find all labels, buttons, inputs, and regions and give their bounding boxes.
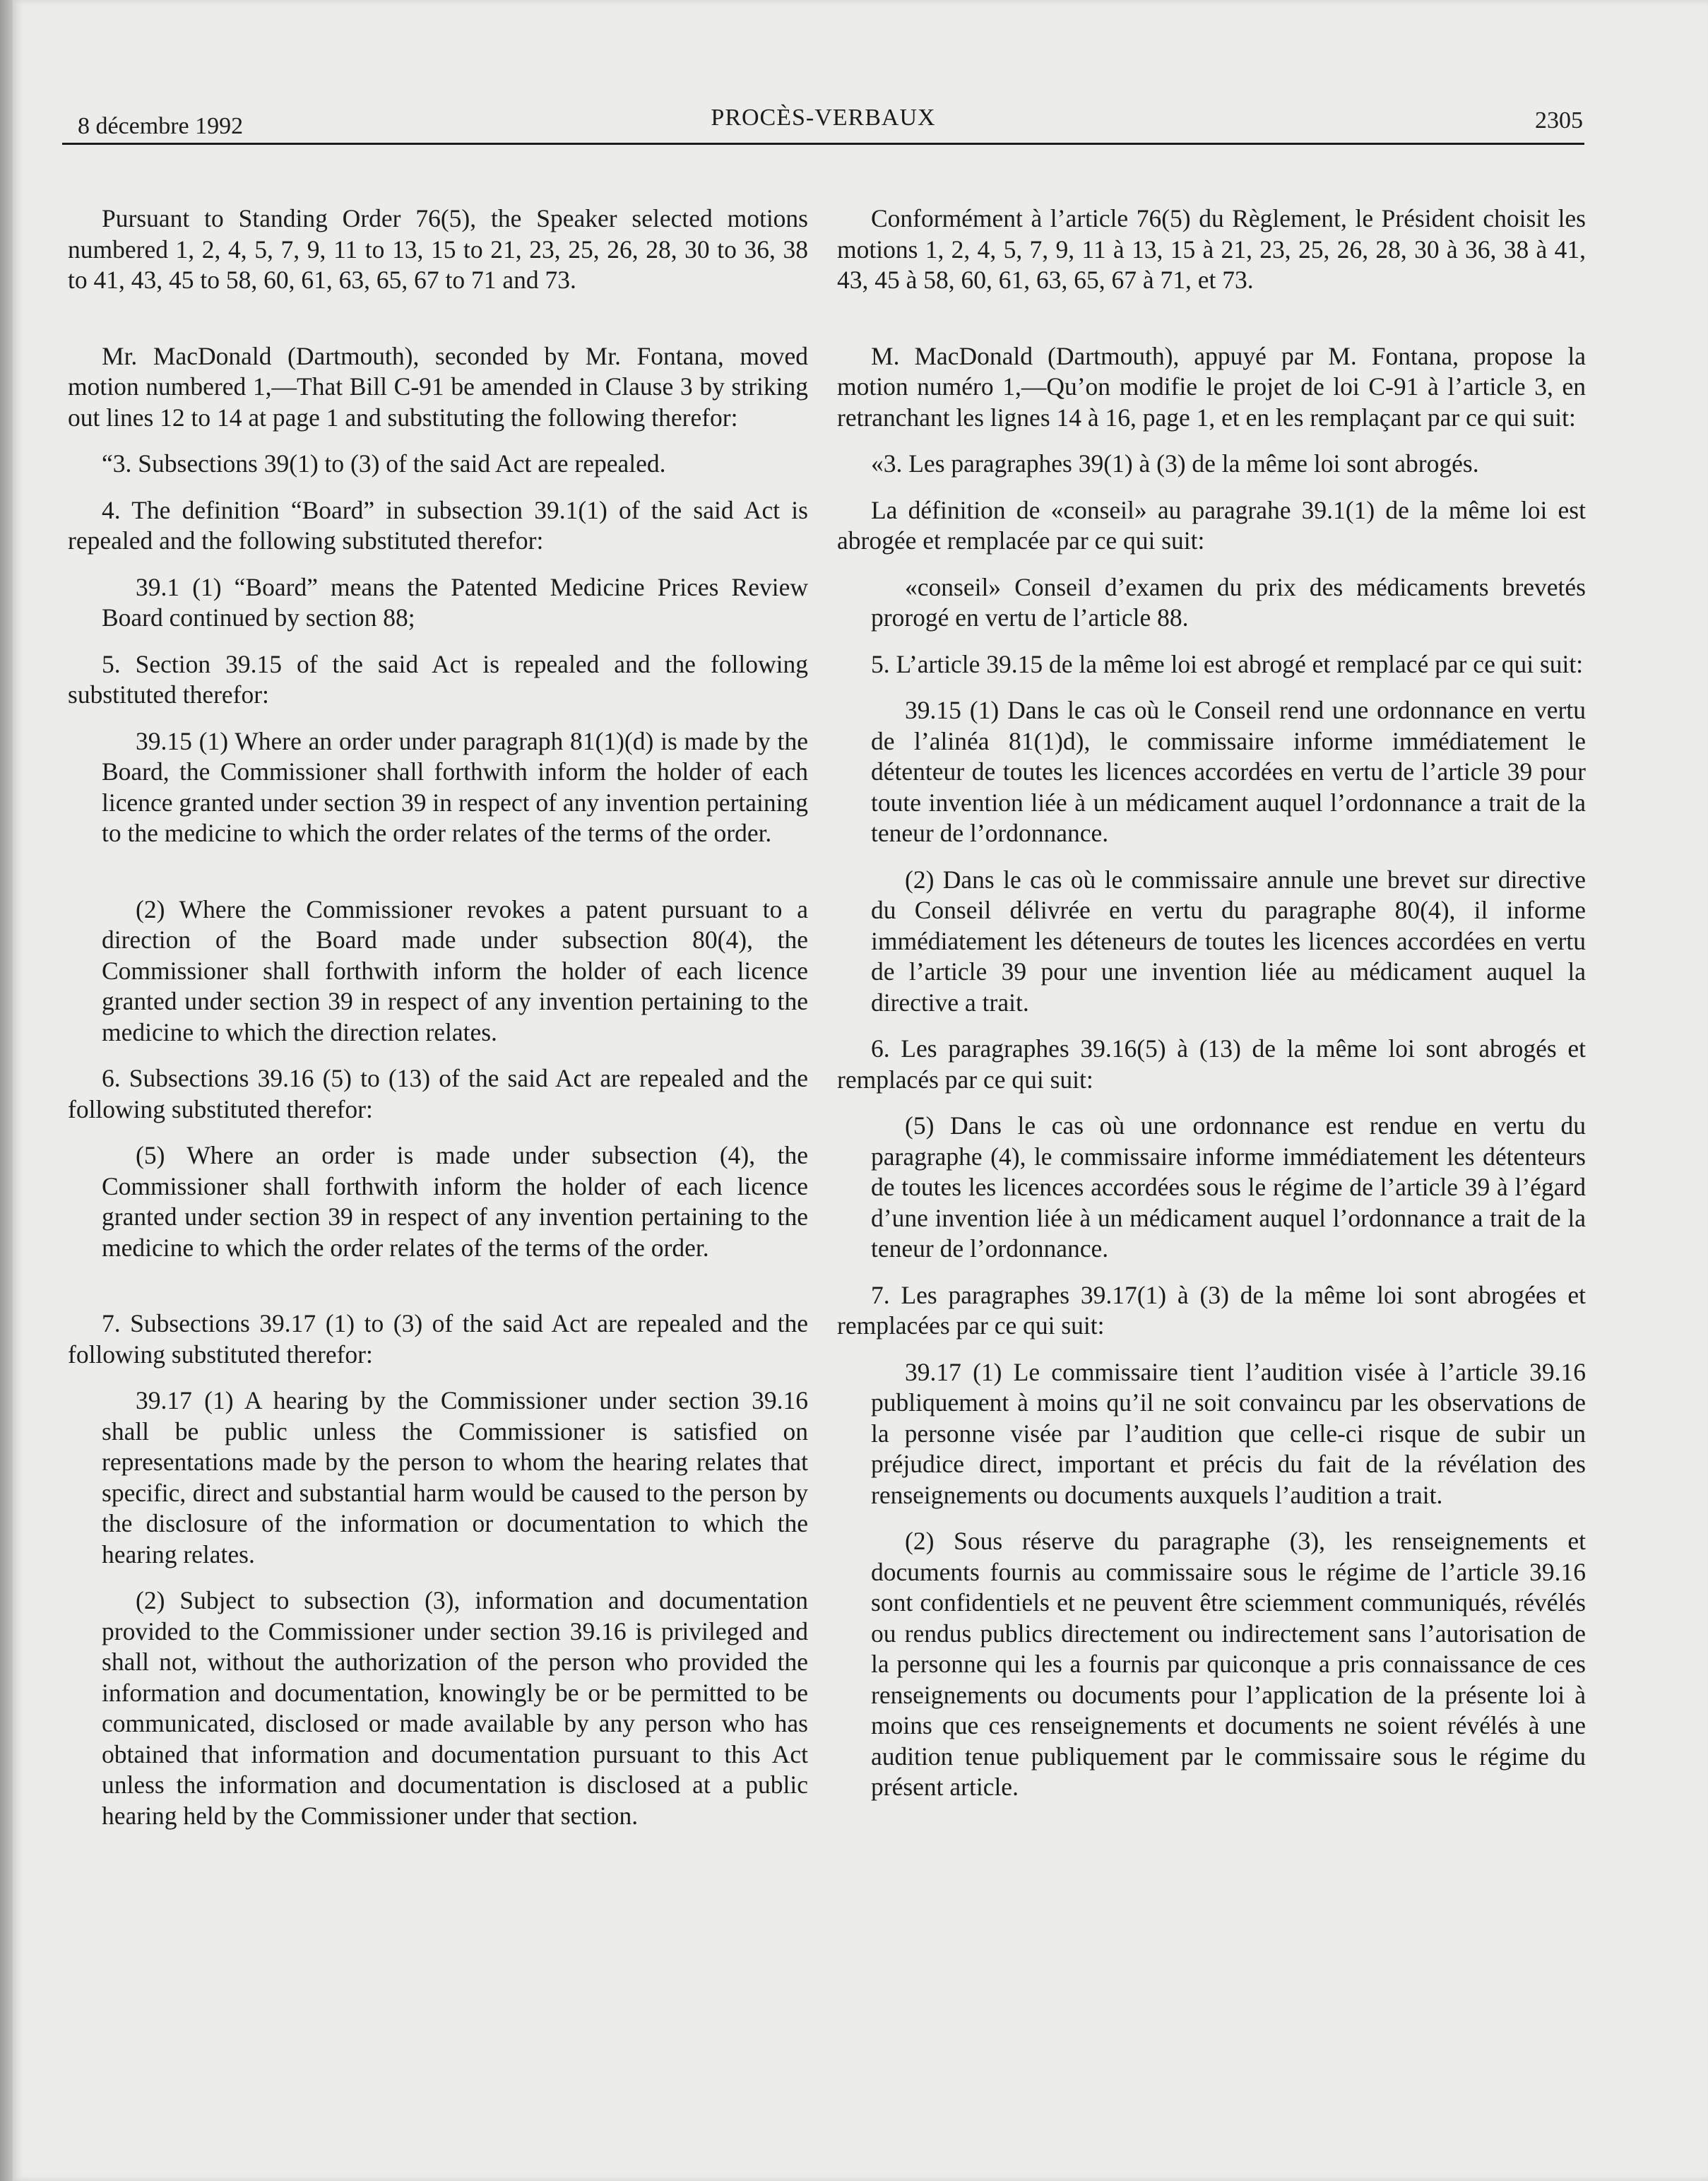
- en-paragraph-13: (2) Subject to subsection (3), information and documentation provided to the Commissioner under section 39.16 is privileged and shall not, without the authorization of the person who provided the information and documentation, knowingly be or be permitted to be communicated, disclosed or made available by any person who has obtained that information and documentation pursuant to this Act unless the information and documentation is disclosed at a public hearing held by the Commissioner under that section.: [102, 1586, 808, 1830]
- fr-paragraph-3: «3. Les paragraphes 39(1) à (3) de la même loi sont abrogés.: [871, 449, 1479, 478]
- fr-paragraph-6: 5. L’article 39.15 de la même loi est abrogé et remplacé par ce qui suit:: [871, 649, 1584, 678]
- en-paragraph-2: Mr. MacDonald (Dartmouth), seconded by Mr. Fontana, moved motion numbered 1,—That Bill C-91 be amended in Clause 3 by striking out lines 12 to 14 at page 1 and substituting the following therefor:: [68, 341, 808, 432]
- en-paragraph-12: 39.17 (1) A hearing by the Commissioner under section 39.16 shall be public unless the Commissioner is satisfied on representations made by the person to whom the hearing relates that specific, direct and substantial harm would be caused to the person by the disclosure of the information or documentation to which the hearing relates.: [102, 1386, 808, 1568]
- fr-paragraph-2: M. MacDonald (Dartmouth), appuyé par M. Fontana, propose la motion numéro 1,—Qu’on modifie le projet de loi C-91 à l’article 3, en retranchant les lignes 14 à 16, page 1, et en les remplaçant par ce qui suit:: [837, 341, 1586, 432]
- en-paragraph-4: 4. The definition “Board” in subsection 39.1(1) of the said Act is repealed and the following substituted therefor:: [68, 495, 808, 555]
- fr-paragraph-12: 39.17 (1) Le commissaire tient l’audition visée à l’article 39.16 publiquement à moins qu’il ne soit convaincu par les observations de la personne visée par l’audition que celle-ci risque de subir un préjudice direct, important et précis du fait de la révélation des renseignements ou documents auxquels l’audition a trait.: [871, 1357, 1586, 1509]
- fr-paragraph-1: Conformément à l’article 76(5) du Règlement, le Président choisit les motions 1, 2, 4, 5, 7, 9, 11 à 13, 15 à 21, 23, 25, 26, 28, 30 à 36, 38 à 41, 43, 45 à 58, 60, 61, 63, 65, 67 à 71, et 73.: [837, 204, 1586, 294]
- fr-paragraph-7: 39.15 (1) Dans le cas où le Conseil rend une ordonnance en vertu de l’alinéa 81(1)d), le commissaire informe immédiatement le détenteur de toutes les licences accordées en vertu de l’article 39 pour toute invention liée à un médicament auquel l’ordonnance a trait de la teneur de l’ordonnance.: [871, 696, 1586, 847]
- fr-paragraph-8: (2) Dans le cas où le commissaire annule une brevet sur directive du Conseil délivrée en vertu du paragraphe 80(4), il informe immédiatement les déteneurs de toutes les licences accordées en vertu de l’article 39 pour une invention liée au médicament auquel la directive a trait.: [871, 865, 1586, 1017]
- en-paragraph-10: (5) Where an order is made under subsection (4), the Commissioner shall forthwith inform the holder of each licence granted under section 39 in respect of any invention pertaining to the medicine to which the order relates of the terms of the order.: [102, 1141, 808, 1262]
- en-paragraph-5: 39.1 (1) “Board” means the Patented Medicine Prices Review Board continued by section 88;: [102, 572, 808, 632]
- en-paragraph-9: 6. Subsections 39.16 (5) to (13) of the said Act are repealed and the following substituted therefor:: [68, 1064, 808, 1123]
- fr-paragraph-11: 7. Les paragraphes 39.17(1) à (3) de la même loi sont abrogées et remplacées par ce qui suit:: [837, 1280, 1586, 1340]
- fr-paragraph-13: (2) Sous réserve du paragraphe (3), les renseignements et documents fournis au commissaire sous le régime de l’article 39.16 sont confidentiels et ne peuvent être sciemment communiqués, révélés ou rendus publics directement ou indirectement sans l’autorisation de la personne qui les a fournis par quiconque a pris connaissance de ces renseignements ou documents pour l’application de la présente loi à moins que ces renseignements et documents ne soient révélés à une audition tenue publiquement par le commissaire sous le régime du présent article.: [871, 1527, 1586, 1801]
- en-paragraph-11: 7. Subsections 39.17 (1) to (3) of the said Act are repealed and the following substituted therefor:: [68, 1309, 808, 1369]
- en-paragraph-1: Pursuant to Standing Order 76(5), the Speaker selected motions numbered 1, 2, 4, 5, 7, 9, 11 to 13, 15 to 21, 23, 25, 26, 28, 30 to 36, 38 to 41, 43, 45 to 58, 60, 61, 63, 65, 67 to 71 and 73.: [68, 204, 808, 294]
- fr-paragraph-5: «conseil» Conseil d’examen du prix des médicaments brevetés prorogé en vertu de l’article 88.: [871, 572, 1586, 632]
- fr-paragraph-4: La définition de «conseil» au paragrahe 39.1(1) de la même loi est abrogée et remplacée par ce qui suit:: [837, 495, 1586, 555]
- english-column: [68, 203, 808, 1847]
- fr-paragraph-9: 6. Les paragraphes 39.16(5) à (13) de la même loi sont abrogés et remplacés par ce qui suit:: [837, 1034, 1586, 1094]
- page-number: 2305: [1535, 107, 1583, 134]
- en-paragraph-8: (2) Where the Commissioner revokes a patent pursuant to a direction of the Board made under subsection 80(4), the Commissioner shall forthwith inform the holder of each licence granted under section 39 in respect of any invention pertaining to the medicine to which the direction relates.: [102, 894, 808, 1046]
- en-paragraph-3: “3. Subsections 39(1) to (3) of the said Act are repealed.: [102, 449, 666, 478]
- en-paragraph-6: 5. Section 39.15 of the said Act is repealed and the following substituted therefor:: [68, 649, 808, 709]
- header-date: 8 décembre 1992: [78, 113, 244, 139]
- page-binding-edge: [0, 0, 13, 2181]
- fr-paragraph-10: (5) Dans le cas où une ordonnance est rendue en vertu du paragraphe (4), le commissaire informe immédiatement les détenteurs de toutes les licences accordées sous le régime de l’article 39 à l’égard d’une invention liée à un médicament auquel l’ordonnance a trait de la teneur de l’ordonnance.: [871, 1111, 1586, 1263]
- en-paragraph-7: 39.15 (1) Where an order under paragraph 81(1)(d) is made by the Board, the Commissioner shall forthwith inform the holder of each licence granted under section 39 in respect of any invention pertaining to the medicine to which the order relates of the terms of the order.: [102, 726, 808, 847]
- page-header: [62, 99, 1584, 145]
- header-title: PROCÈS-VERBAUX: [711, 105, 936, 131]
- french-column: [837, 203, 1586, 1819]
